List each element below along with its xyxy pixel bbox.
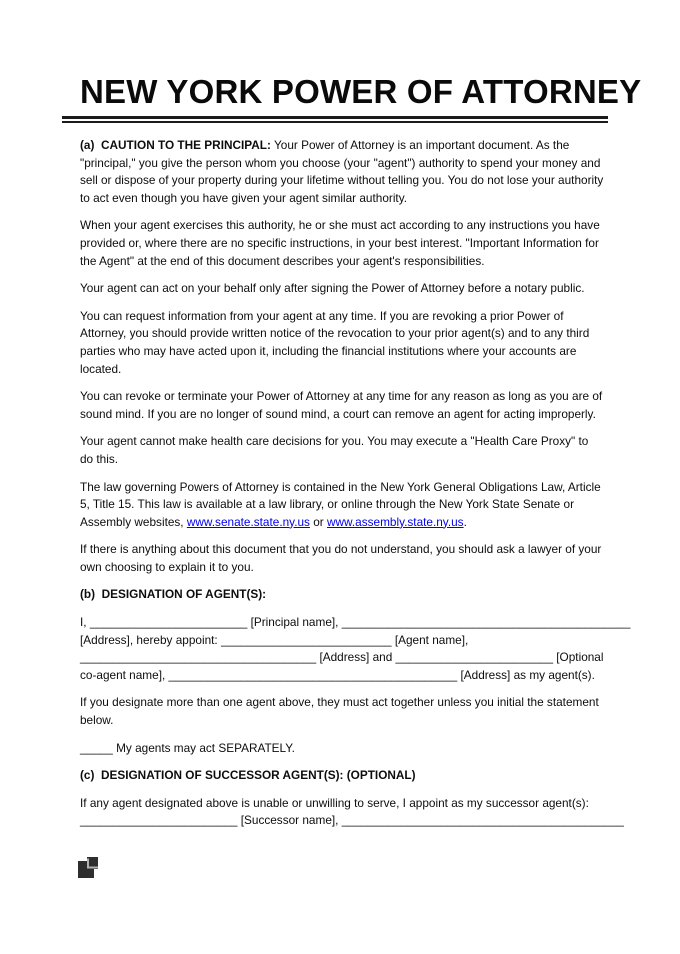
document-header xyxy=(80,73,642,123)
paragraph-governing-law xyxy=(80,479,604,532)
fill-line-coagent: co-agent name], ____________________________________________ [Address] as my agent(s). xyxy=(80,667,595,682)
section-c-heading: (c) DESIGNATION OF SUCCESSOR AGENT(S): (OPTIONAL) xyxy=(80,768,416,783)
successor-intro-text: If any agent designated above is unable or unwilling to serve, I appoint as my successor agent(s): xyxy=(80,795,589,810)
paragraph-agent-duty: When your agent exercises this authority, he or she must act according to any instructions you have provided or, where there are no specific instructions, in your best interest. "Important Information for the Agent" at the end of this document describes your agent's responsibilities. xyxy=(80,218,600,268)
document-body xyxy=(80,137,631,886)
senate-website-link[interactable]: www.senate.state.ny.us xyxy=(186,514,310,529)
law-end-text: . xyxy=(463,514,467,529)
paragraph-ask-lawyer: If there is anything about this document that you do not understand, you should ask a lawyer of your own choosing to explain it to you. xyxy=(80,542,602,574)
footer xyxy=(78,857,604,886)
assembly-website-link[interactable]: www.assembly.state.ny.us xyxy=(326,514,464,529)
fill-line-appoint: [Address], hereby appoint: __________________________ [Agent name], xyxy=(80,632,469,647)
title-divider xyxy=(62,116,608,123)
law-or-text: or xyxy=(309,514,327,529)
page-title: NEW YORK POWER OF ATTORNEY xyxy=(80,73,642,110)
paragraph-caution xyxy=(80,137,604,207)
paragraph-successor-intro xyxy=(80,795,624,830)
separately-initial-line: _____ My agents may act SEPARATELY. xyxy=(80,740,295,755)
paragraph-health-care: Your agent cannot make health care decisions for you. You may execute a "Health Care Proxy" to do this. xyxy=(80,434,589,466)
document-page xyxy=(0,74,680,954)
section-b-heading: (b) DESIGNATION OF AGENT(S): xyxy=(80,587,267,602)
fill-line-successor: ________________________ [Successor name], ___________________________________________ xyxy=(80,813,624,828)
caution-lead-in: (a) CAUTION TO THE PRINCIPAL: xyxy=(80,138,271,152)
fill-line-principal: I, ________________________ [Principal name], ____________________________________________ xyxy=(80,615,631,630)
law-intro-text: The law governing Powers of Attorney is contained in the New York General Obligations Law, Article 5, Title 15. This law is available at a law library, or online through the New York State Senate or Assembly websites, xyxy=(80,479,601,529)
paragraph-act-together: If you designate more than one agent above, they must act together unless you initial the statement below. xyxy=(80,695,599,728)
fill-line-agent-address: ____________________________________ [Address] and ________________________ [Optional xyxy=(80,650,604,665)
legal-templates-logo-icon xyxy=(78,857,99,880)
paragraph-revoke: You can revoke or terminate your Power of Attorney at any time for any reason as long as you are of sound mind. If you are no longer of sound mind, a court can remove an agent for acting improperly. xyxy=(80,389,603,421)
agent-designation-fill-block xyxy=(80,614,631,684)
paragraph-request-info: You can request information from your agent at any time. If you are revoking a prior Power of Attorney, you should provide written notice of the revocation to your prior agent(s) and to any third parties who may have acted upon it, including the financial institutions where your accounts are located. xyxy=(80,308,590,376)
paragraph-notary: Your agent can act on your behalf only after signing the Power of Attorney before a notary public. xyxy=(80,281,585,296)
caution-body-text: Your Power of Attorney is an important document. As the "principal," you give the person whom you choose (your "agent") authority to spend your money and sell or dispose of your property during your lifetime without telling you. You do not lose your authority to act even though you have given your agent similar authority. xyxy=(80,138,604,205)
